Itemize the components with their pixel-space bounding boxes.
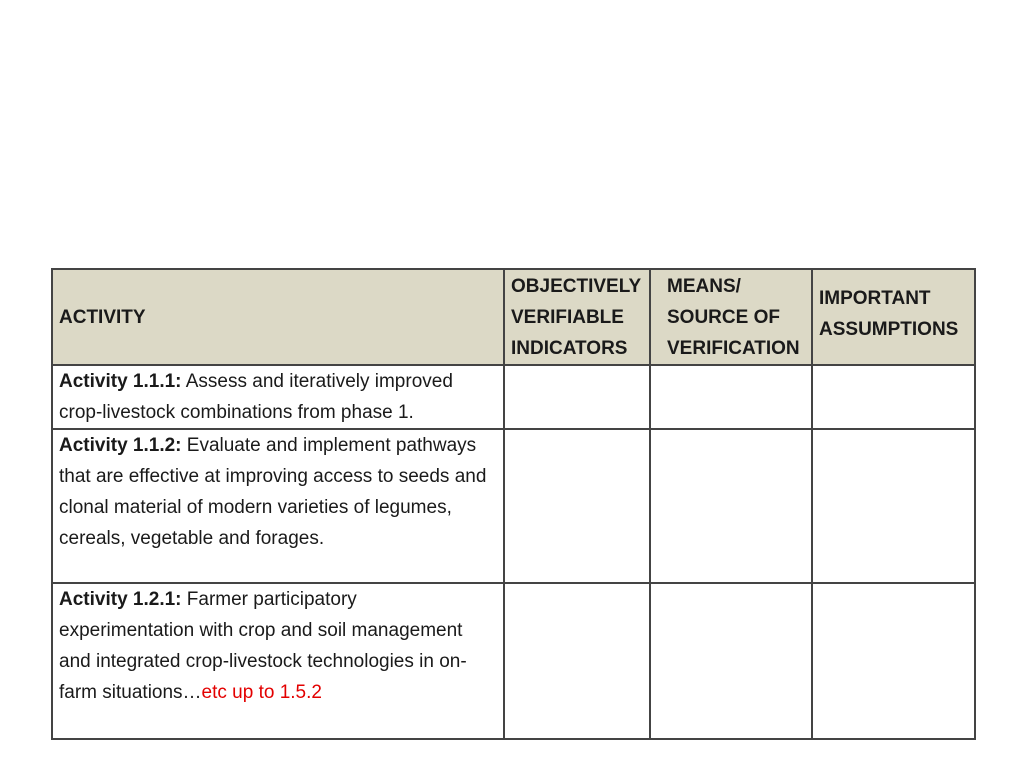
- activity-header: [52, 269, 504, 365]
- activity-description: Farmer participatory experimentation with crop and soil management and integrated crop-livestock technologies in on-farm situations…: [59, 589, 467, 703]
- activity-id: Activity 1.1.2:: [59, 435, 182, 456]
- indicators-cell: [504, 583, 650, 739]
- verification-header-line: VERIFICATION: [667, 338, 800, 359]
- logframe-table: [51, 268, 976, 740]
- activity-header-label: ACTIVITY: [59, 306, 146, 328]
- verification-cell: [650, 365, 812, 429]
- indicators-cell: [504, 429, 650, 583]
- assumptions-cell: [812, 429, 975, 583]
- verification-cell: [650, 583, 812, 739]
- assumptions-header-line: IMPORTANT: [819, 288, 931, 309]
- table-row: [52, 365, 975, 429]
- indicators-header-line: OBJECTIVELY: [511, 276, 642, 297]
- table-row: [52, 583, 975, 739]
- assumptions-header: [812, 269, 975, 365]
- indicators-header-line: INDICATORS: [511, 338, 628, 359]
- activity-cell: [52, 429, 504, 583]
- indicators-cell: [504, 365, 650, 429]
- indicators-header: [504, 269, 650, 365]
- activity-cell: [52, 365, 504, 429]
- header-row: [52, 269, 975, 365]
- assumptions-cell: [812, 365, 975, 429]
- activity-cell: [52, 583, 504, 739]
- assumptions-cell: [812, 583, 975, 739]
- table-row: [52, 429, 975, 583]
- activity-description: Evaluate and implement pathways that are effective at improving access to seeds and clonal material of modern varieties of legumes, cereals, vegetable and forages.: [59, 435, 487, 549]
- activity-id: Activity 1.1.1:: [59, 371, 182, 392]
- verification-cell: [650, 429, 812, 583]
- verification-header-line: MEANS/: [667, 276, 741, 297]
- assumptions-header-line: ASSUMPTIONS: [819, 319, 959, 340]
- verification-header: [650, 269, 812, 365]
- indicators-header-line: VERIFIABLE: [511, 307, 624, 328]
- activity-id: Activity 1.2.1:: [59, 589, 182, 610]
- continuation-note: etc up to 1.5.2: [201, 682, 322, 703]
- verification-header-line: SOURCE OF: [667, 307, 780, 328]
- activity-description: Assess and iteratively improved crop-livestock combinations from phase 1.: [59, 371, 453, 423]
